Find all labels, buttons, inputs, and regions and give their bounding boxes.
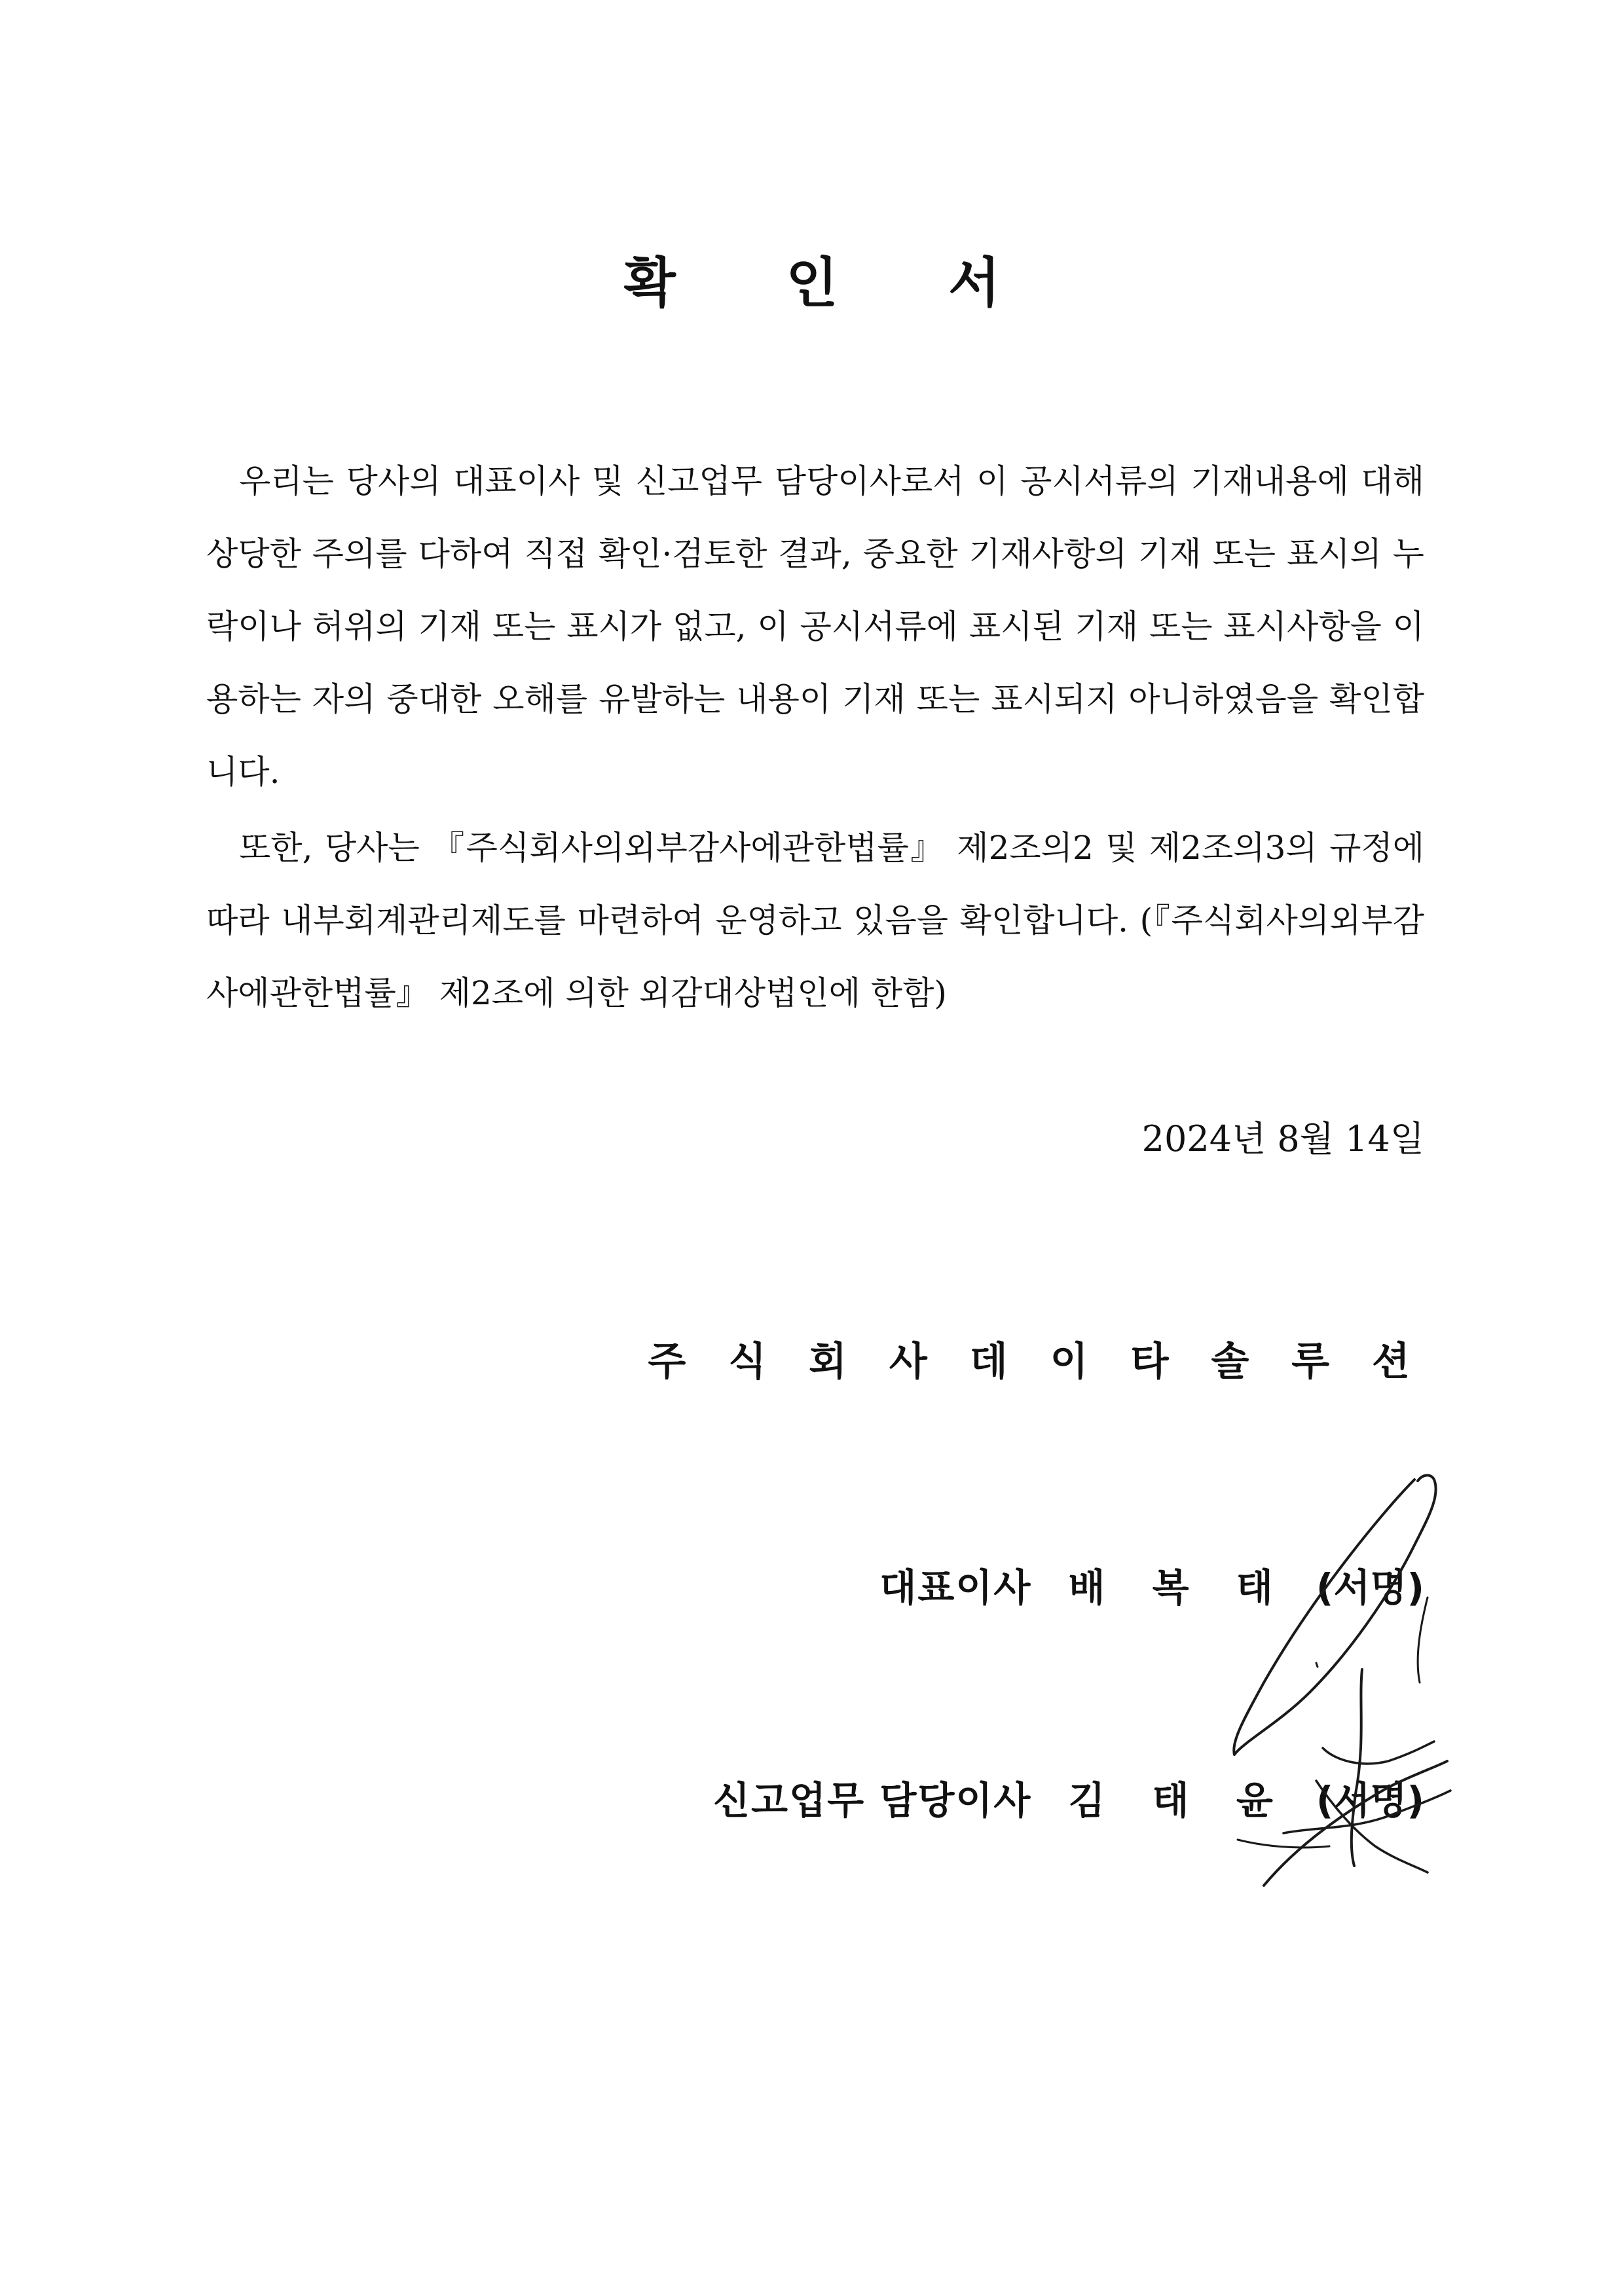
document-title: 확 인 서 [623, 252, 1046, 314]
document-date: 2024년 8월 14일 [1141, 1118, 1424, 1159]
signatory-name: 김 태 윤 [1068, 1778, 1290, 1823]
signatory-role: 대표이사 [879, 1565, 1032, 1610]
signatory-reporting-director [713, 1768, 1424, 1833]
signature-placeholder: (서명) [1316, 1565, 1424, 1610]
signatory-role: 신고업무 담당이사 [713, 1778, 1032, 1823]
signature-placeholder: (서명) [1316, 1778, 1424, 1823]
body-paragraph-2: 또한, 당사는 『주식회사의외부감사에관한법률』 제2조의2 및 제2조의3의 규정에 따라 내부회계관리제도를 마련하여 운영하고 있음을 확인합니다. (『주식회사의외부감사에관한법률』 제2조에 의한 외감대상법인에 한함) [206, 829, 1424, 1012]
signatory-name: 배 복 태 [1068, 1565, 1290, 1610]
company-name: 주 식 회 사 데 이 타 솔 루 션 [648, 1339, 1424, 1385]
signatory-ceo [879, 1555, 1424, 1620]
body-paragraph-1: 우리는 당사의 대표이사 및 신고업무 담당이사로서 이 공시서류의 기재내용에 대해 상당한 주의를 다하여 직접 확인·검토한 결과, 중요한 기재사항의 기재 또는 표시의 누락이나 허위의 기재 또는 표시가 없고, 이 공시서류에 표시된 기재 또는 표시사항을 이용하는 자의 중대한 오해를 유발하는 내용이 기재 또는 표시되지 아니하였음을 확인합니다. [206, 462, 1424, 791]
